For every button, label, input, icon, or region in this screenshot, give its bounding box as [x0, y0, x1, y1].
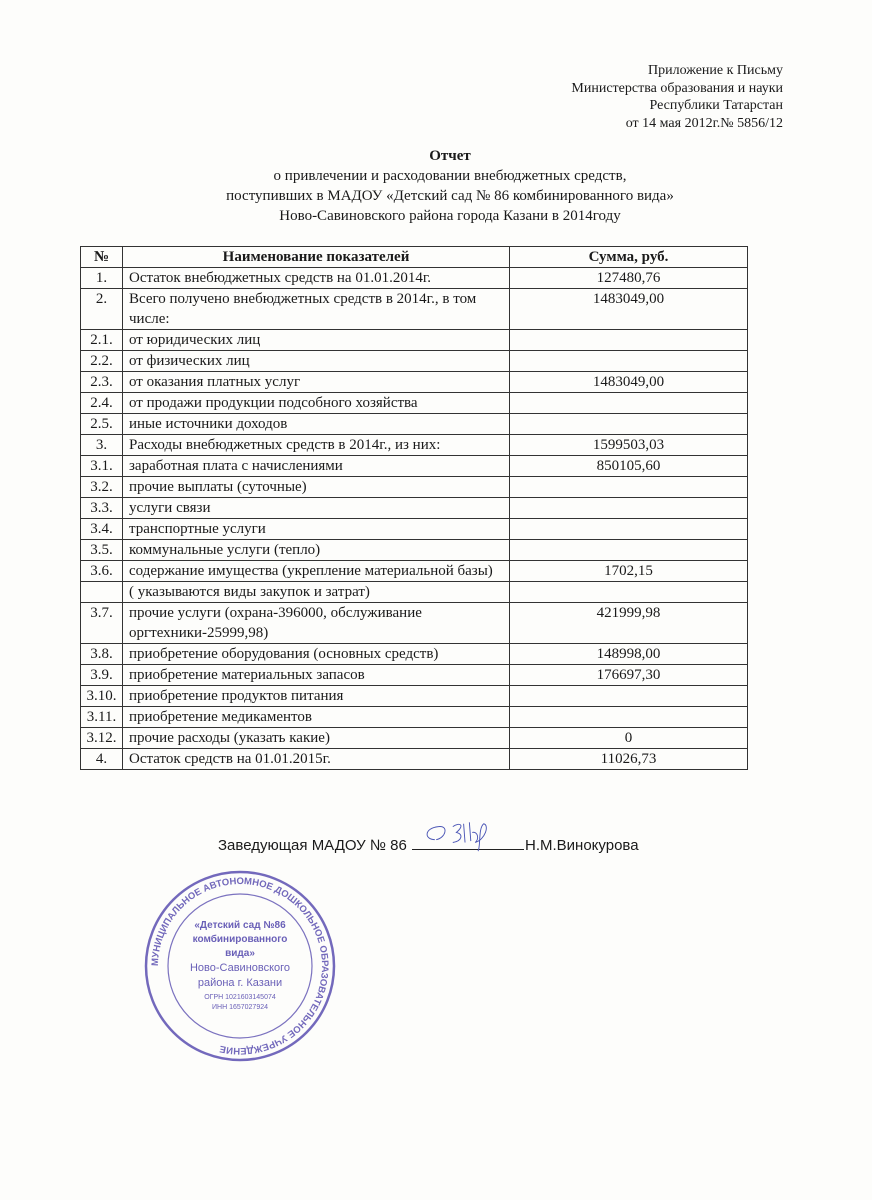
cell-num: 1.: [81, 268, 123, 289]
cell-num: 3.3.: [81, 498, 123, 519]
stamp-line: вида»: [225, 948, 255, 959]
cell-sum: [510, 519, 748, 540]
cell-name: прочие расходы (указать какие): [123, 728, 510, 749]
table-row: [81, 686, 748, 707]
table-row: [81, 707, 748, 728]
table-row: [81, 582, 748, 603]
cell-name: Расходы внебюджетных средств в 2014г., из них:: [123, 435, 510, 456]
cell-num: 3.5.: [81, 540, 123, 561]
table-row: [81, 456, 748, 477]
cell-name: приобретение медикаментов: [123, 707, 510, 728]
header-sum: Сумма, руб.: [510, 247, 748, 268]
title-line: Ново-Савиновского района города Казани в 2014году: [279, 208, 621, 224]
cell-num: 3.1.: [81, 456, 123, 477]
stamp-line: Ново-Савиновского: [189, 962, 291, 974]
cell-num: 3.9.: [81, 665, 123, 686]
cell-name: заработная плата с начислениями: [123, 456, 510, 477]
stamp-line: ИНН 1657027924: [211, 1004, 269, 1011]
cell-sum: 148998,00: [510, 644, 748, 665]
title-line: о привлечении и расходовании внебюджетных средств,: [273, 168, 627, 184]
cell-num: 2.1.: [81, 330, 123, 351]
cell-name: коммунальные услуги (тепло): [123, 540, 510, 561]
table-row: [81, 268, 748, 289]
cell-sum: 176697,30: [510, 665, 748, 686]
cell-name: от физических лиц: [123, 351, 510, 372]
table-row: [81, 477, 748, 498]
cell-sum: 421999,98: [510, 603, 748, 644]
table-row: [81, 665, 748, 686]
cell-name: прочие выплаты (суточные): [123, 477, 510, 498]
cell-name: от оказания платных услуг: [123, 372, 510, 393]
cell-sum: 1483049,00: [510, 372, 748, 393]
cell-name: приобретение материальных запасов: [123, 665, 510, 686]
cell-sum: 850105,60: [510, 456, 748, 477]
table-row: [81, 289, 748, 330]
cell-num: 2.3.: [81, 372, 123, 393]
cell-num: [81, 582, 123, 603]
table-row: [81, 561, 748, 582]
cell-sum: [510, 330, 748, 351]
cell-num: 3.10.: [81, 686, 123, 707]
cell-sum: [510, 351, 748, 372]
cell-num: 2.: [81, 289, 123, 330]
cell-name: транспортные услуги: [123, 519, 510, 540]
table-row: [81, 393, 748, 414]
cell-sum: 1483049,00: [510, 289, 748, 330]
cell-name: приобретение продуктов питания: [123, 686, 510, 707]
title-heading: Отчет: [429, 148, 471, 164]
table-row: [81, 498, 748, 519]
signer-name: Н.М.Винокурова: [525, 837, 639, 854]
cell-num: 3.8.: [81, 644, 123, 665]
cell-sum: [510, 540, 748, 561]
cell-name: ( указываются виды закупок и затрат): [123, 582, 510, 603]
cell-name: иные источники доходов: [123, 414, 510, 435]
report-table: [80, 246, 748, 770]
cell-name: приобретение оборудования (основных средств): [123, 644, 510, 665]
cell-sum: 127480,76: [510, 268, 748, 289]
table-row: [81, 372, 748, 393]
cell-num: 3.: [81, 435, 123, 456]
table-row: [81, 749, 748, 770]
cell-sum: [510, 498, 748, 519]
table-row: [81, 728, 748, 749]
appendix-note: [571, 62, 783, 132]
cell-name: услуги связи: [123, 498, 510, 519]
organization-stamp: [140, 866, 340, 1066]
cell-sum: [510, 414, 748, 435]
cell-name: содержание имущества (укрепление материальной базы): [123, 561, 510, 582]
cell-num: 4.: [81, 749, 123, 770]
stamp-line: ОГРН 1021603145074: [204, 994, 276, 1001]
appendix-line: Республики Татарстан: [649, 98, 783, 113]
appendix-line: Министерства образования и науки: [571, 80, 783, 96]
cell-num: 3.11.: [81, 707, 123, 728]
cell-sum: [510, 686, 748, 707]
table-row: [81, 603, 748, 644]
table-row: [81, 351, 748, 372]
cell-name: от продажи продукции подсобного хозяйства: [123, 393, 510, 414]
table-row: [81, 519, 748, 540]
cell-sum: 11026,73: [510, 749, 748, 770]
stamp-ring-text: МУНИЦИПАЛЬНОЕ АВТОНОМНОЕ ДОШКОЛЬНОЕ ОБРАЗОВАТЕЛЬНОЕ УЧРЕЖДЕНИЕ: [149, 875, 331, 1057]
table-row: [81, 414, 748, 435]
header-number: №: [81, 247, 123, 268]
appendix-line: от 14 мая 2012г.№ 5856/12: [625, 115, 783, 131]
stamp-line: «Детский сад №86: [194, 920, 286, 931]
cell-num: 3.2.: [81, 477, 123, 498]
cell-sum: 1702,15: [510, 561, 748, 582]
table-row: [81, 435, 748, 456]
cell-name: Остаток средств на 01.01.2015г.: [123, 749, 510, 770]
cell-num: 3.7.: [81, 603, 123, 644]
stamp-line: района г. Казани: [197, 977, 283, 989]
cell-sum: 1599503,03: [510, 435, 748, 456]
header-name: Наименование показателей: [123, 247, 510, 268]
cell-num: 2.5.: [81, 414, 123, 435]
table-row: [81, 540, 748, 561]
cell-name: прочие услуги (охрана-396000, обслуживание оргтехники-25999,98): [123, 603, 510, 644]
cell-sum: 0: [510, 728, 748, 749]
cell-num: 2.2.: [81, 351, 123, 372]
cell-num: 3.4.: [81, 519, 123, 540]
table-row: [81, 644, 748, 665]
cell-sum: [510, 582, 748, 603]
table-row: [81, 330, 748, 351]
table-header-row: [81, 247, 748, 268]
appendix-line: Приложение к Письму: [647, 63, 783, 78]
cell-name: Остаток внебюджетных средств на 01.01.2014г.: [123, 268, 510, 289]
signer-position: Заведующая МАДОУ № 86: [218, 837, 407, 854]
stamp-line: комбинированного: [192, 934, 288, 945]
cell-num: 2.4.: [81, 393, 123, 414]
cell-sum: [510, 393, 748, 414]
cell-sum: [510, 707, 748, 728]
cell-num: 3.12.: [81, 728, 123, 749]
title-line: поступивших в МАДОУ «Детский сад № 86 комбинированного вида»: [226, 188, 674, 204]
cell-name: от юридических лиц: [123, 330, 510, 351]
report-title: [0, 146, 872, 226]
cell-name: Всего получено внебюджетных средств в 2014г., в том числе:: [123, 289, 510, 330]
cell-num: 3.6.: [81, 561, 123, 582]
handwritten-signature: [420, 818, 500, 854]
cell-sum: [510, 477, 748, 498]
